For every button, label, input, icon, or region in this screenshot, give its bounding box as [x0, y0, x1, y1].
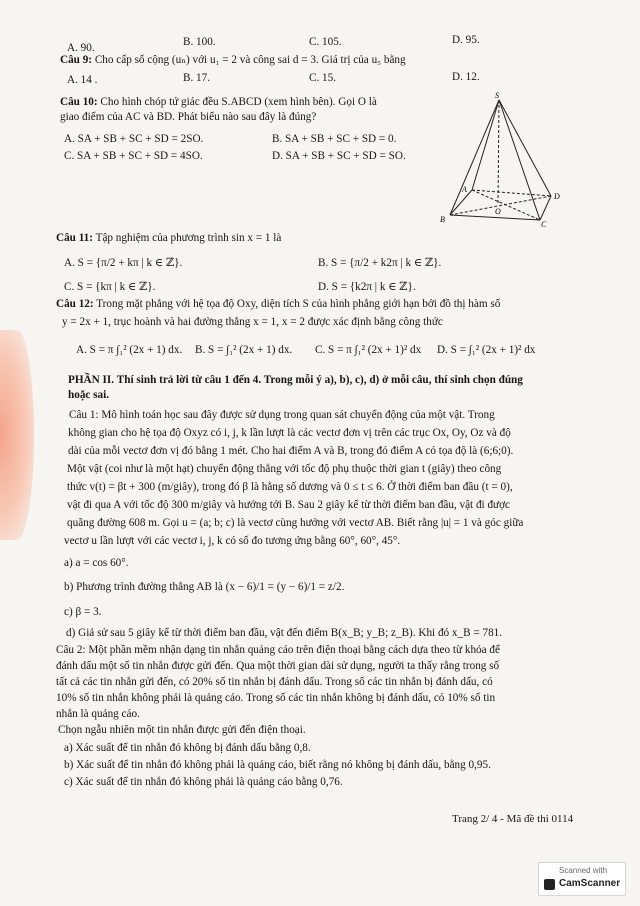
q11-text: Tập nghiệm của phương trình sin x = 1 là	[95, 232, 282, 244]
watermark-line1: Scanned with	[559, 866, 608, 875]
q8-option-b: B. 100.	[183, 36, 216, 48]
q11-option-a: A. S = {π/2 + kπ | k ∈ ℤ}.	[64, 257, 183, 269]
c2-item-c: c) Xác suất để tin nhắn đó không phải là quảng cáo bằng 0,76.	[64, 776, 343, 788]
c1-line-4: Một vật (coi như là một hạt) chuyển động thẳng với tốc độ phụ thuộc thời gian t (giây) theo công	[67, 463, 502, 475]
part2-text-line2: hoặc sai.	[68, 389, 110, 401]
c2-line-2: đánh dấu một số tin nhắn được gửi đến. Qua một thời gian dài sử dụng, người ta thấy rằng trong số	[56, 660, 500, 672]
c1-item-b: b) Phương trình đường thẳng AB là (x − 6)/1 = (y − 6)/1 = z/2.	[64, 581, 345, 593]
c2-line-6: Chọn ngẫu nhiên một tin nhắn được gửi đến điện thoại.	[58, 724, 306, 736]
q9-option-c: C. 15.	[309, 72, 337, 84]
q9-option-a: A. 14 .	[67, 74, 98, 86]
q10-number: Câu 10:	[60, 96, 98, 108]
q9-option-d: D. 12.	[452, 71, 480, 83]
q10-text: Cho hình chóp tứ giác đều S.ABCD (xem hình bên). Gọi O là	[100, 96, 377, 108]
finger-smudge	[0, 330, 34, 540]
q11-option-c: C. S = {kπ | k ∈ ℤ}.	[64, 281, 156, 293]
q12-text: Trong mặt phẳng với hệ tọa độ Oxy, diện tích S của hình phẳng giới hạn bởi đồ thị hàm số	[96, 298, 501, 310]
c2-line-3: tất cả các tin nhắn gửi đến, có 20% số tin nhắn bị đánh dấu. Trong số các tin nhắn bị đánh dấu, có	[56, 676, 493, 688]
watermark-line2: CamScanner	[559, 878, 621, 889]
q10-stem-line1	[60, 96, 377, 109]
camscanner-logo-icon	[544, 879, 555, 890]
q8-option-d: D. 95.	[452, 34, 480, 46]
c1-line-6: vật đi qua A với tốc độ 300 m/giây và hướng tới B. Sau 2 giây kể từ thời điểm ban đầu, vật đi được	[67, 499, 511, 511]
q10-option-d: D. SA + SB + SC + SD = SO.	[272, 150, 406, 162]
scanner-watermark	[538, 862, 626, 896]
q12-option-a: A. S = π ∫₁² (2x + 1) dx.	[76, 344, 183, 356]
q10-option-a: A. SA + SB + SC + SD = 2SO.	[64, 133, 204, 145]
c1-item-c: c) β = 3.	[64, 606, 102, 618]
label-d: D	[554, 192, 560, 201]
q12-option-c: C. S = π ∫₁² (2x + 1)² dx	[315, 344, 422, 356]
q12-option-b: B. S = ∫₁² (2x + 1) dx.	[195, 344, 293, 356]
c1-item-a: a) a = cos 60°.	[64, 557, 129, 569]
c1-line-1: Câu 1: Mô hình toán học sau đây được sử dụng trong quan sát chuyển động của một vật. Trong	[69, 409, 495, 421]
q11-option-d: D. S = {k2π | k ∈ ℤ}.	[318, 281, 416, 293]
page-footer: Trang 2/ 4 - Mã đề thi 0114	[452, 813, 574, 825]
q12-stem-line2: y = 2x + 1, trục hoành và hai đường thẳng x = 1, x = 2 được xác định bằng công thức	[62, 316, 443, 328]
part2-text: Thí sinh trả lời từ câu 1 đến 4. Trong mỗi ý a), b), c), d) ở mỗi câu, thí sinh chọn đúng	[116, 374, 523, 386]
q10-option-c: C. SA + SB + SC + SD = 4SO.	[64, 150, 203, 162]
q8-option-c: C. 105.	[309, 36, 342, 48]
q12-number: Câu 12:	[56, 298, 94, 310]
pyramid-figure	[440, 90, 580, 230]
label-b: B	[440, 215, 445, 224]
c2-item-b: b) Xác suất để tin nhắn đó không phải là quảng cáo, biết rằng nó không bị đánh dấu, bằng 0,95.	[64, 759, 491, 771]
c1-item-d: d) Giả sử sau 5 giây kể từ thời điểm ban đầu, vật đến điểm B(x_B; y_B; z_B). Khi đó x_B = 781.	[66, 627, 503, 639]
q11-number: Câu 11:	[56, 232, 93, 244]
q10-stem-line2: giao điểm của AC và BD. Phát biểu nào sau đây là đúng?	[60, 111, 317, 123]
q12-stem-line1	[56, 298, 500, 311]
label-c: C	[541, 220, 547, 229]
c2-line-5: nhắn là quảng cáo.	[56, 708, 140, 720]
c1-line-2: không gian cho hệ tọa độ Oxyz có i, j, k lần lượt là các vectơ đơn vị trên các trục Ox, Oy, Oz và độ	[68, 427, 511, 439]
c1-line-5: thức v(t) = βt + 300 (m/giây), trong đó β là hằng số dương và 0 ≤ t ≤ 6. Ở thời điểm ban đầu (t = 0),	[67, 481, 513, 493]
c1-line-7: quãng đường 608 m. Gọi u = (a; b; c) là vectơ cùng hướng với vectơ AB. Biết rằng |u| = 1 và góc giữa	[67, 517, 524, 529]
q9-text: Cho cấp số cộng (uₙ) với u₁ = 2 và công sai d = 3. Giá trị của u₅ bằng	[94, 54, 406, 66]
label-a: A	[462, 185, 467, 194]
c2-item-a: a) Xác suất để tin nhắn đó không bị đánh dấu bằng 0,8.	[64, 742, 311, 754]
q9-number: Câu 9:	[60, 54, 93, 66]
q9-stem	[60, 54, 406, 67]
part2-title: PHẦN II.	[68, 374, 114, 386]
q11-option-b: B. S = {π/2 + k2π | k ∈ ℤ}.	[318, 257, 442, 269]
q11-stem	[56, 232, 281, 245]
label-s: S	[495, 91, 499, 100]
label-o: O	[495, 207, 501, 216]
part2-header	[68, 374, 523, 387]
q12-option-d: D. S = ∫₁² (2x + 1)² dx	[437, 344, 536, 356]
q8-option-a: A. 90.	[67, 42, 95, 54]
c1-line-3: dài của mỗi vectơ đơn vị đó bằng 1 mét. Cho hai điểm A và B, trong đó điểm A có tọa độ là (6;6;0).	[68, 445, 514, 457]
c1-line-8: vectơ u lần lượt với các vectơ i, j, k có số đo tương ứng bằng 60°, 60°, 45°.	[64, 535, 401, 547]
c2-line-4: 10% số tin nhắn không phải là quảng cáo. Trong số các tin nhắn không bị đánh dấu, có 10% số tin	[56, 692, 496, 704]
c2-line-1: Câu 2: Một phần mềm nhận dạng tin nhắn quảng cáo trên điện thoại bằng cách dựa theo từ khóa để	[56, 644, 500, 656]
q9-option-b: B. 17.	[183, 72, 211, 84]
q10-option-b: B. SA + SB + SC + SD = 0.	[272, 133, 397, 145]
